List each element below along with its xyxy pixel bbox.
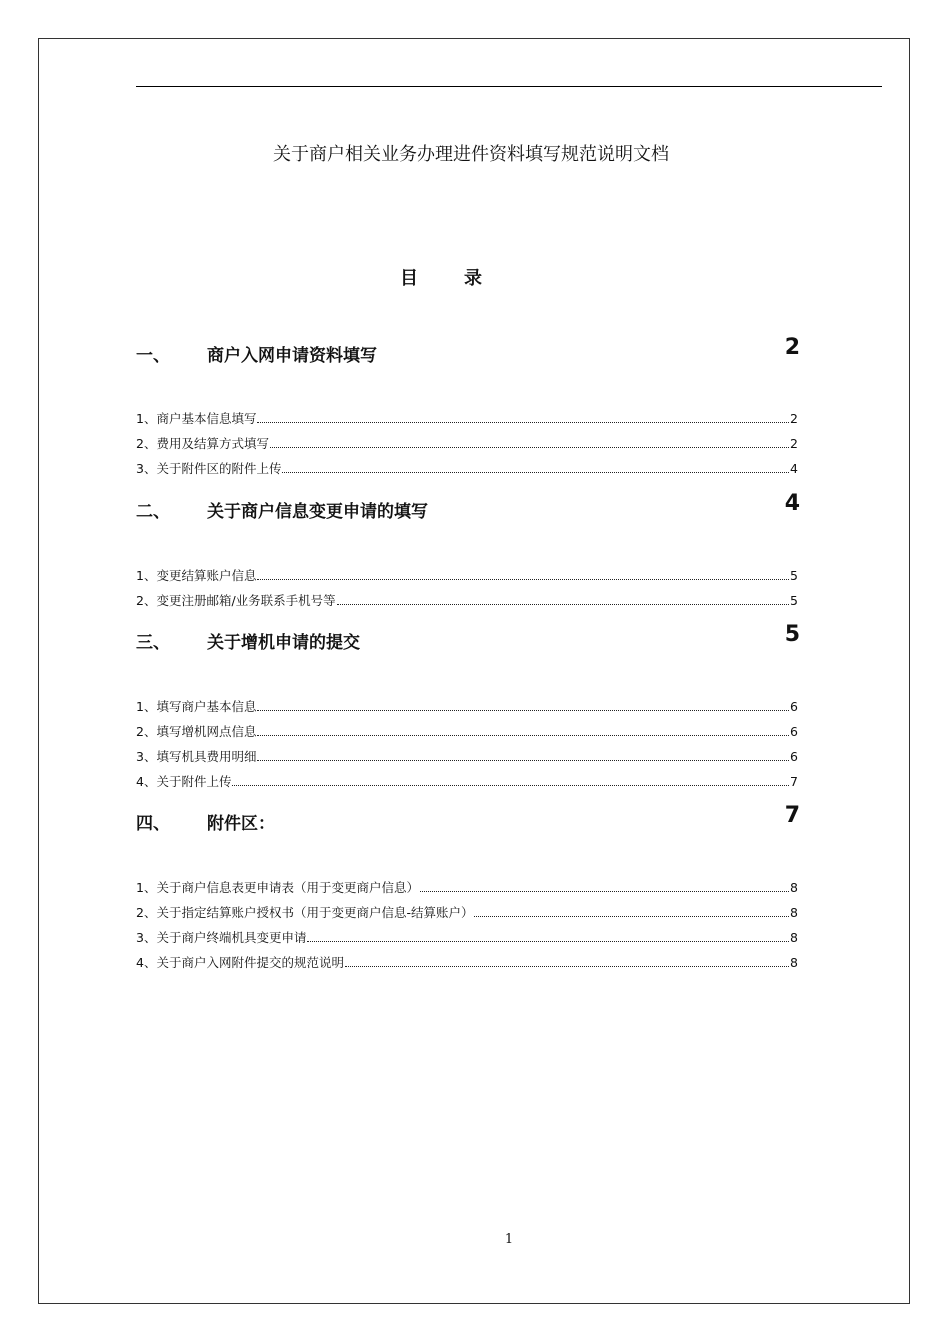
toc-entry[interactable] [136, 409, 798, 427]
toc-entry-page: 8 [790, 880, 798, 895]
section-page: 4 [784, 491, 800, 516]
toc-entry[interactable] [136, 772, 798, 790]
toc-heading: 目录 [400, 268, 528, 289]
toc-entry-label: 1、填写商户基本信息 [136, 699, 257, 714]
toc-section[interactable] [136, 803, 800, 839]
toc-entry[interactable] [136, 566, 798, 584]
section-number: 三、 [136, 633, 170, 653]
section-title: 关于商户信息变更申请的填写 [207, 502, 428, 522]
toc-entry-page: 2 [790, 436, 798, 451]
section-page: 2 [784, 335, 800, 360]
toc-section[interactable] [136, 335, 800, 371]
toc-entry-page: 8 [790, 905, 798, 920]
dot-leader [307, 931, 789, 942]
section-number: 四、 [136, 814, 170, 834]
toc-entry-label: 3、关于商户终端机具变更申请 [136, 930, 307, 945]
page-number: 1 [504, 1232, 514, 1247]
toc-entry[interactable] [136, 697, 798, 715]
header-rule [136, 86, 882, 87]
toc-entry-page: 4 [790, 461, 798, 476]
toc-entry[interactable] [136, 878, 798, 896]
toc-entry[interactable] [136, 722, 798, 740]
toc-section[interactable] [136, 491, 800, 527]
toc-entry[interactable] [136, 928, 798, 946]
dot-leader [270, 437, 789, 448]
dot-leader [232, 775, 789, 786]
section-page: 7 [784, 803, 800, 828]
toc-entry-page: 7 [790, 774, 798, 789]
dot-leader [282, 462, 789, 473]
dot-leader [345, 956, 789, 967]
toc-entry-page: 6 [790, 724, 798, 739]
dot-leader [257, 412, 789, 423]
section-title: 关于增机申请的提交 [207, 633, 360, 653]
page-frame [38, 38, 910, 1304]
section-number: 二、 [136, 502, 170, 522]
toc-entry-label: 4、关于商户入网附件提交的规范说明 [136, 955, 344, 970]
toc-entry-page: 6 [790, 699, 798, 714]
toc-entry-label: 3、填写机具费用明细 [136, 749, 257, 764]
toc-entry[interactable] [136, 903, 798, 921]
toc-entry-label: 1、关于商户信息表更申请表（用于变更商户信息） [136, 880, 419, 895]
toc-entry-label: 3、关于附件区的附件上传 [136, 461, 282, 476]
toc-entry-label: 2、填写增机网点信息 [136, 724, 257, 739]
toc-entry-page: 2 [790, 411, 798, 426]
dot-leader [420, 881, 789, 892]
toc-entry-label: 1、变更结算账户信息 [136, 568, 257, 583]
toc-entry[interactable] [136, 591, 798, 609]
document-title: 关于商户相关业务办理进件资料填写规范说明文档 [273, 144, 669, 165]
toc-entry-page: 5 [790, 568, 798, 583]
toc-entry-page: 5 [790, 593, 798, 608]
section-page: 5 [784, 622, 800, 647]
toc-section[interactable] [136, 622, 800, 658]
toc-entry[interactable] [136, 459, 798, 477]
toc-entry-page: 8 [790, 955, 798, 970]
section-title: 商户入网申请资料填写 [207, 346, 377, 366]
section-title: 附件区： [207, 814, 275, 834]
toc-entry-page: 6 [790, 749, 798, 764]
dot-leader [257, 700, 789, 711]
toc-entry-page: 8 [790, 930, 798, 945]
dot-leader [474, 906, 789, 917]
dot-leader [257, 725, 789, 736]
toc-entry-label: 4、关于附件上传 [136, 774, 232, 789]
toc-entry[interactable] [136, 953, 798, 971]
section-number: 一、 [136, 346, 170, 366]
toc-entry[interactable] [136, 747, 798, 765]
toc-entry-label: 2、变更注册邮箱/业务联系手机号等 [136, 593, 336, 608]
dot-leader [337, 594, 789, 605]
toc-entry-label: 2、关于指定结算账户授权书（用于变更商户信息-结算账户） [136, 905, 474, 920]
toc-entry-label: 2、费用及结算方式填写 [136, 436, 269, 451]
dot-leader [257, 569, 789, 580]
toc-entry-label: 1、商户基本信息填写 [136, 411, 257, 426]
dot-leader [257, 750, 789, 761]
toc-entry[interactable] [136, 434, 798, 452]
